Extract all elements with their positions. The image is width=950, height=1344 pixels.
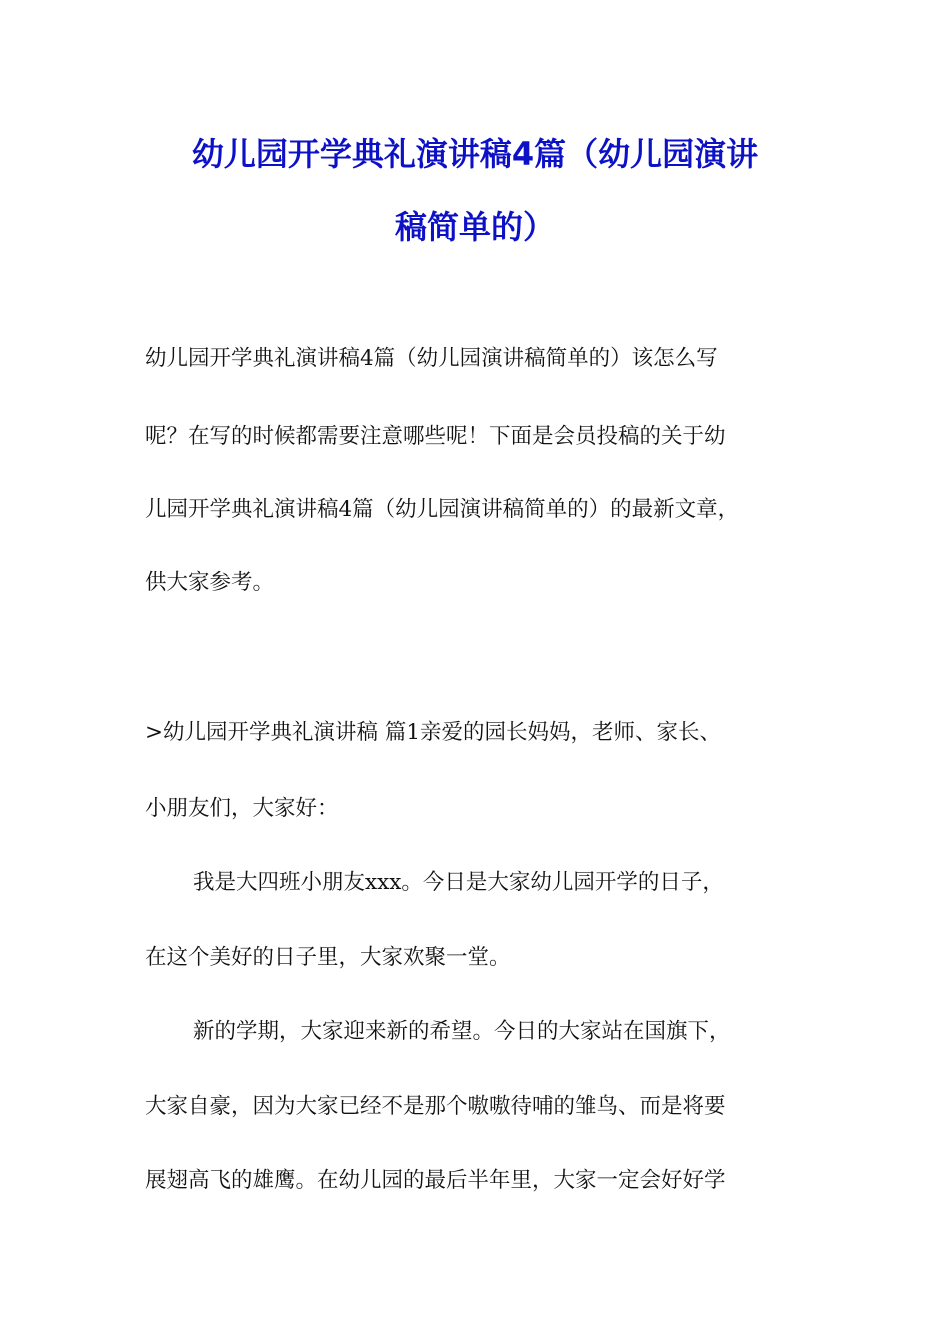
body-line-1: >幼儿园开学典礼演讲稿 篇1亲爱的园长妈妈，老师、家长、: [145, 720, 722, 745]
body-line-2: 小朋友们，大家好：: [145, 796, 339, 821]
body-line-4: 在这个美好的日子里，大家欢聚一堂。: [145, 945, 511, 970]
intro-line-2: 呢？在写的时候都需要注意哪些呢！下面是会员投稿的关于幼: [145, 424, 726, 449]
body-line-5: 新的学期，大家迎来新的希望。今日的大家站在国旗下，: [193, 1019, 731, 1044]
intro-line-3: 儿园开学典礼演讲稿4篇（幼儿园演讲稿简单的）的最新文章，: [145, 497, 740, 522]
intro-line-4: 供大家参考。: [145, 570, 275, 595]
document-title-line-2: 稿简单的）: [394, 208, 555, 246]
body-line-6: 大家自豪，因为大家已经不是那个嗷嗷待哺的雏鸟、而是将要: [145, 1094, 726, 1119]
intro-line-1: 幼儿园开学典礼演讲稿4篇（幼儿园演讲稿简单的）该怎么写: [145, 346, 718, 371]
body-line-7: 展翅高飞的雄鹰。在幼儿园的最后半年里，大家一定会好好学: [145, 1168, 726, 1193]
body-line-3: 我是大四班小朋友xxx。今日是大家幼儿园开学的日子，: [193, 870, 724, 895]
document-title-line-1: 幼儿园开学典礼演讲稿4篇（幼儿园演讲: [191, 135, 759, 173]
